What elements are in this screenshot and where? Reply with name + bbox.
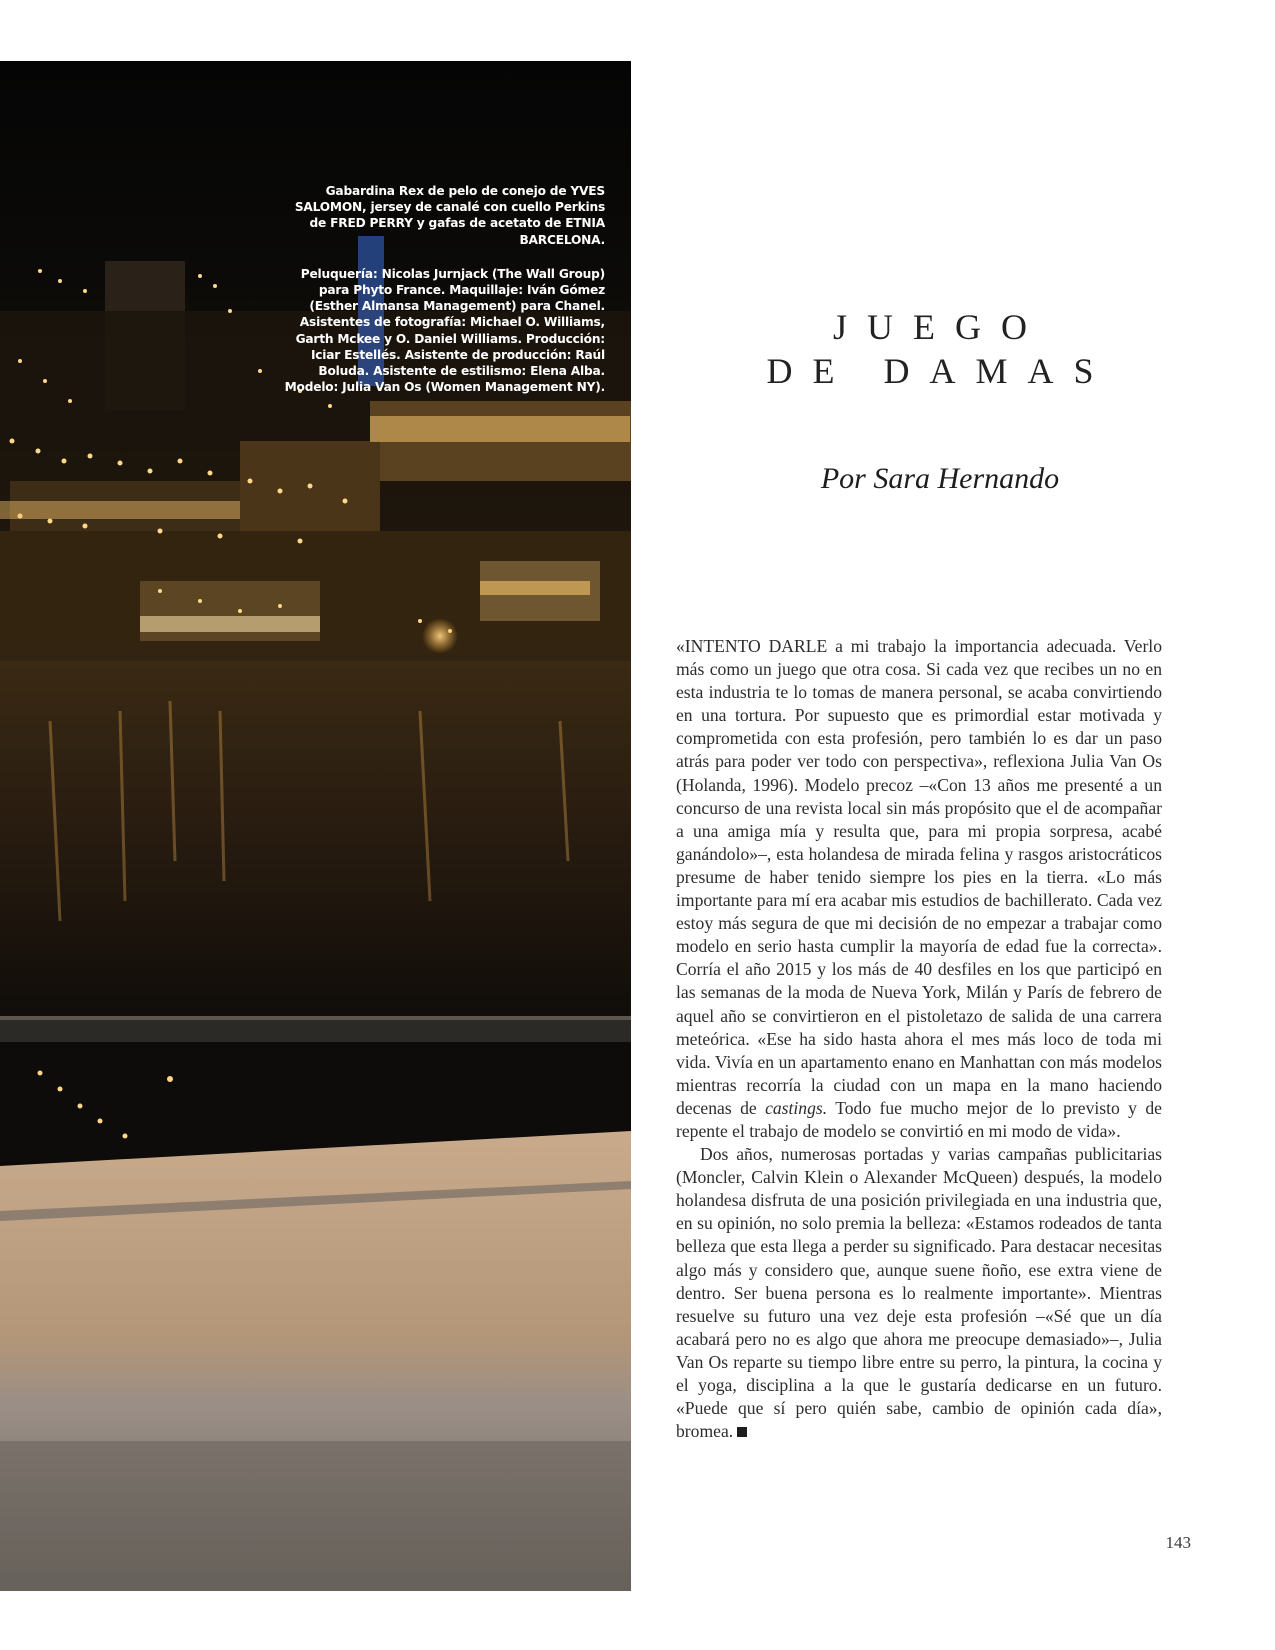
night-harbor-photo <box>0 61 631 1591</box>
emphasis-text: castings. <box>765 1097 828 1118</box>
end-mark-icon <box>737 1427 747 1437</box>
caption-credits: Peluquería: Nicolas Jurnjack (The Wall Group) para Phyto France. Maquillaje: Iván Gómez (Esther Almansa Management) para Chanel. Asistentes de fotografía: Michael O. Williams, Garth Mckee y O. Daniel Williams. Producción: Iciar Estellés. Asistente de producción: Raúl Boluda. Asistente de estilismo: Elena Alba. Modelo: Julia Van Os (Women Management NY). <box>284 266 605 395</box>
article-body <box>676 635 1162 1443</box>
paragraph-text: Dos años, numerosas portadas y varias campañas publicitarias (Moncler, Calvin Klein o Alexander McQueen) después, la modelo holandesa disfruta de una posición privilegiada en una industria que, en su opinión, no solo premia la belleza: «Estamos rodeados de tanta belleza que esta llega a perder su significado. Para destacar necesitas algo más y considero que, aunque suene ñoño, ese extra viene de dentro. Ser buena persona es lo realmente importante». Mientras resuelve su futuro una vez deje esta profesión –«Sé que un día acabará pero no es algo que ahora me preocupe demasiado»–, Julia Van Os reparte su tiempo libre entre su perro, la pintura, la cocina y el yoga, disciplina a la que le gustaría dedicarse en un futuro. «Puede que sí pero quién sabe, cambio de opinión cada día», bromea. <box>676 1144 1162 1442</box>
stone-wall-shadow <box>0 1441 631 1591</box>
title-line-2: DE DAMAS <box>766 351 1114 391</box>
photo-caption <box>275 183 605 395</box>
byline: Por Sara Hernando <box>820 462 1060 495</box>
railing-highlight <box>0 1016 631 1020</box>
article-title <box>760 305 1120 393</box>
paragraph-text: Todo fue mucho mejor de lo previsto y de repente el trabajo de modelo se convirtió en mi modo de vida». <box>676 1097 1162 1141</box>
page-number: 143 <box>1165 1533 1191 1552</box>
article-paragraph <box>676 1143 1162 1443</box>
street-lamp-glow <box>422 618 458 654</box>
paragraph-text: «INTENTO DARLE a mi trabajo la importancia adecuada. Verlo más como un juego que otra cosa. Si cada vez que recibes un no en esta industria te lo tomas de manera personal, se acaba convirtiendo en una tortura. Por supuesto que es primordial estar motivada y comprometida con esta profesión, pero también lo es dar un paso atrás para poder ver todo con perspectiva», reflexiona Julia Van Os (Holanda, 1996). Modelo precoz –«Con 13 años me presenté a un concurso de una revista local sin más propósito que el de acompañar a una amiga mía y resulta que, para mi propia sorpresa, acabé ganándolo»–, esta holandesa de mirada felina y rasgos aristocráticos presume de haber tenido siempre los pies en la tierra. «Lo más importante para mí era acabar mis estudios de bachillerato. Cada vez estoy más segura de que mi decisión de no empezar a trabajar como modelo en serio hasta cumplir la mayoría de edad fue la correcta». Corría el año 2015 y los más de 40 desfiles en los que participó en las semanas de la moda de Nueva York, Milán y París de febrero de aquel año se convirtieron en el pistoletazo de salida de una carrera meteórica. «Ese ha sido hasta ahora el mes más loco de toda mi vida. Vivía en un apartamento enano en Manhattan con más modelos mientras recorría la ciudad con un mapa en la mano haciendo decenas de <box>676 636 1162 1118</box>
title-line-1: JUEGO <box>833 307 1047 347</box>
lit-facade <box>0 501 240 519</box>
lit-facade <box>140 616 320 632</box>
harbor-water <box>0 661 631 1041</box>
lit-facade <box>370 416 630 442</box>
caption-wardrobe: Gabardina Rex de pelo de conejo de YVES SALOMON, jersey de canalé con cuello Perkins de FRED PERRY y gafas de acetato de ETNIA BARCELONA. <box>294 184 605 247</box>
building <box>240 441 380 541</box>
lit-facade <box>480 581 590 595</box>
article-paragraph <box>676 635 1162 1143</box>
